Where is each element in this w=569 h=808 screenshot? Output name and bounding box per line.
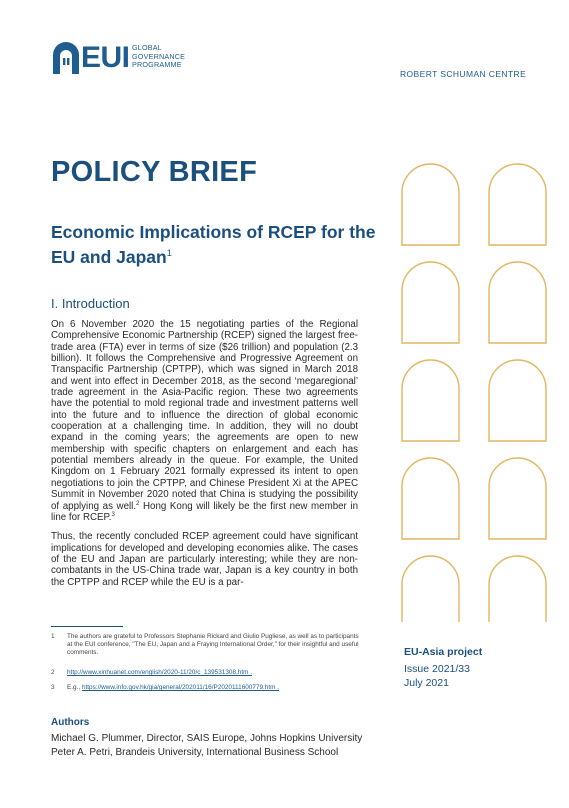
- footnote-divider: [51, 626, 123, 627]
- paragraph-text: On 6 November 2020 the 15 negotiating parties of the Regional Comprehensive Economic Partnership (RCEP) signed the largest free-trade area (FTA) ever in terms of size ($26 trillion) and population (2.3 billion). It follows the Comprehensive and Progressive Agreement on Transpacific Partnership (CPTPP), which was signed in March 2018 and went into effect in December 2018, as the second ‘megaregional’ trade agreement in the Asia-Pacific region. These two agreements have the potential to mold regional trade and investment patterns well into the future and to influence the direction of global economic cooperation at a challenging time. In addition, they will no doubt expand in the coming years; the agreements are open to new membership with specific chapters on enlargement and each has potential members already in the queue. For example, the United Kingdom on 1 February 2021 formally expressed its intent to open negotiations to join the CPTPP, and Chinese President Xi at the APEC Summit in November 2020 noted that China is studying the possibility of applying as well.: [51, 319, 358, 512]
- author-line: Michael G. Plummer, Director, SAIS Europe, Johns Hopkins University: [51, 733, 363, 744]
- centre-name: ROBERT SCHUMAN CENTRE: [400, 69, 527, 79]
- logo-line: PROGRAMME: [132, 60, 182, 70]
- arch-shape: [402, 262, 459, 343]
- footnote-link[interactable]: http://www.xinhuanet.com/english/2020-11/20/c_139531308.htm .: [67, 669, 252, 676]
- arch-shape: [489, 164, 546, 245]
- decorative-arch-pattern: [400, 162, 569, 622]
- logo-line: GLOBAL: [132, 43, 162, 52]
- issue-date: July 2021: [404, 677, 449, 689]
- footnote-number: 3: [51, 684, 55, 691]
- footnote-number: 2: [51, 669, 55, 676]
- author-line: Peter A. Petri, Brandeis University, International Business School: [51, 747, 339, 758]
- logo-programme-text: [132, 44, 185, 70]
- footnote-number: 1: [51, 633, 55, 640]
- body-text: [51, 319, 358, 596]
- arch-shape: [402, 360, 459, 441]
- arch-shape: [402, 556, 459, 622]
- footnote: [51, 684, 361, 692]
- title-footnote-ref: 1: [166, 248, 172, 258]
- paragraph-text: Hong Kong will likely be the first new member in line for RCEP.: [51, 500, 358, 523]
- footnote-ref: 2: [136, 500, 140, 507]
- footnote: [51, 669, 361, 677]
- arch-shape: [489, 262, 546, 343]
- logo-line: GOVERNANCE: [132, 51, 186, 61]
- arch-shape: [402, 458, 459, 539]
- paper-title: [51, 222, 381, 268]
- section-heading: I. Introduction: [51, 296, 130, 311]
- authors-heading: Authors: [51, 717, 90, 728]
- footnote-ref: 3: [111, 511, 115, 518]
- document-type: POLICY BRIEF: [51, 156, 258, 188]
- footnote: [51, 633, 361, 657]
- project-label: EU-Asia project: [404, 646, 483, 658]
- issue-number: Issue 2021/33: [404, 663, 470, 675]
- footnote-prefix: E.g.,: [67, 684, 81, 691]
- arch-shape: [489, 556, 546, 622]
- logo-initials: EUI: [81, 41, 130, 74]
- paper-title-text: Economic Implications of RCEP for the EU and Japan: [51, 222, 376, 267]
- footnote-link[interactable]: https://www.info.gov.hk/gia/general/202011/16/P2020111600779.htm .: [81, 684, 279, 691]
- arch-shape: [402, 164, 459, 245]
- footnote-text: The authors are grateful to Professors Stephanie Rickard and Giulio Pugliese, as well as to participants at the EUI conference, "The EU, Japan and a Fraying International Order," for their insightful and useful comments.: [67, 633, 359, 656]
- arch-shape: [489, 458, 546, 539]
- eui-logo: [51, 40, 211, 80]
- arch-shape: [489, 360, 546, 441]
- paragraph: [51, 319, 358, 523]
- paragraph: Thus, the recently concluded RCEP agreement could have significant implications for developed and developing economies alike. The cases of the EU and Japan are particularly interesting; while they are non-combatants in the US-China trade war, Japan is a key country in both the CPTPP and RCEP while the EU is a par-: [51, 531, 358, 588]
